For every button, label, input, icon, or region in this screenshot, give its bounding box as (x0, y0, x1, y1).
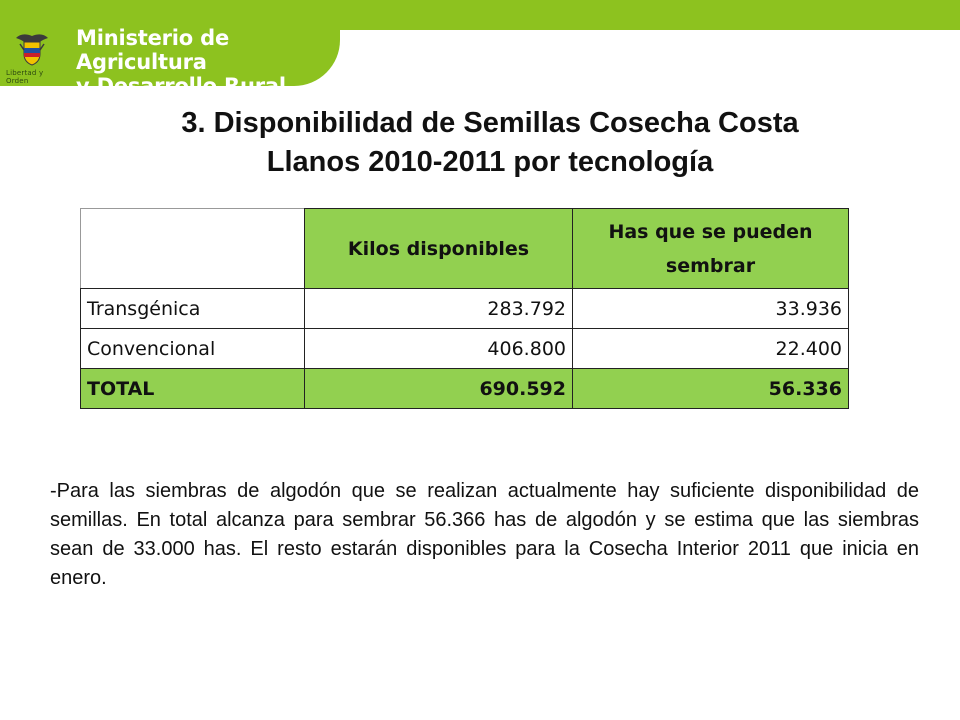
table-row (81, 329, 849, 369)
ministry-name-line1: Ministerio de Agricultura (76, 26, 229, 74)
ministry-name (76, 26, 336, 98)
table-header-row (81, 209, 849, 289)
page-title-line2: Llanos 2010-2011 por tecnología (266, 146, 714, 178)
coat-of-arms-icon (12, 28, 52, 68)
table-row (81, 289, 849, 329)
total-has: 56.336 (573, 369, 849, 409)
total-label: TOTAL (81, 369, 305, 409)
page-title (60, 104, 920, 182)
row-has: 22.400 (573, 329, 849, 369)
seed-availability-table (80, 208, 849, 409)
crest-caption: Libertad y Orden (6, 69, 44, 85)
table-header-has: Has que se pueden sembrar (573, 209, 849, 289)
seed-availability-table-container (80, 208, 848, 410)
table-total-row (81, 369, 849, 409)
row-label: Convencional (81, 329, 305, 369)
ministry-name-line2: y Desarrollo Rural (76, 74, 286, 98)
row-label: Transgénica (81, 289, 305, 329)
row-has: 33.936 (573, 289, 849, 329)
row-kilos: 283.792 (305, 289, 573, 329)
total-kilos: 690.592 (305, 369, 573, 409)
page-title-line1: 3. Disponibilidad de Semillas Cosecha Costa (181, 107, 799, 139)
table-header-blank (81, 209, 305, 289)
row-kilos: 406.800 (305, 329, 573, 369)
table-header-kilos: Kilos disponibles (305, 209, 573, 289)
body-paragraph: -Para las siembras de algodón que se realizan actualmente hay suficiente disponibilidad de semillas. En total alcanza para sembrar 56.366 has de algodón y se estima que las siembras sean de 33.000 has. El resto estarán disponibles para la Cosecha Interior 2011 que inicia en enero. (50, 480, 919, 589)
